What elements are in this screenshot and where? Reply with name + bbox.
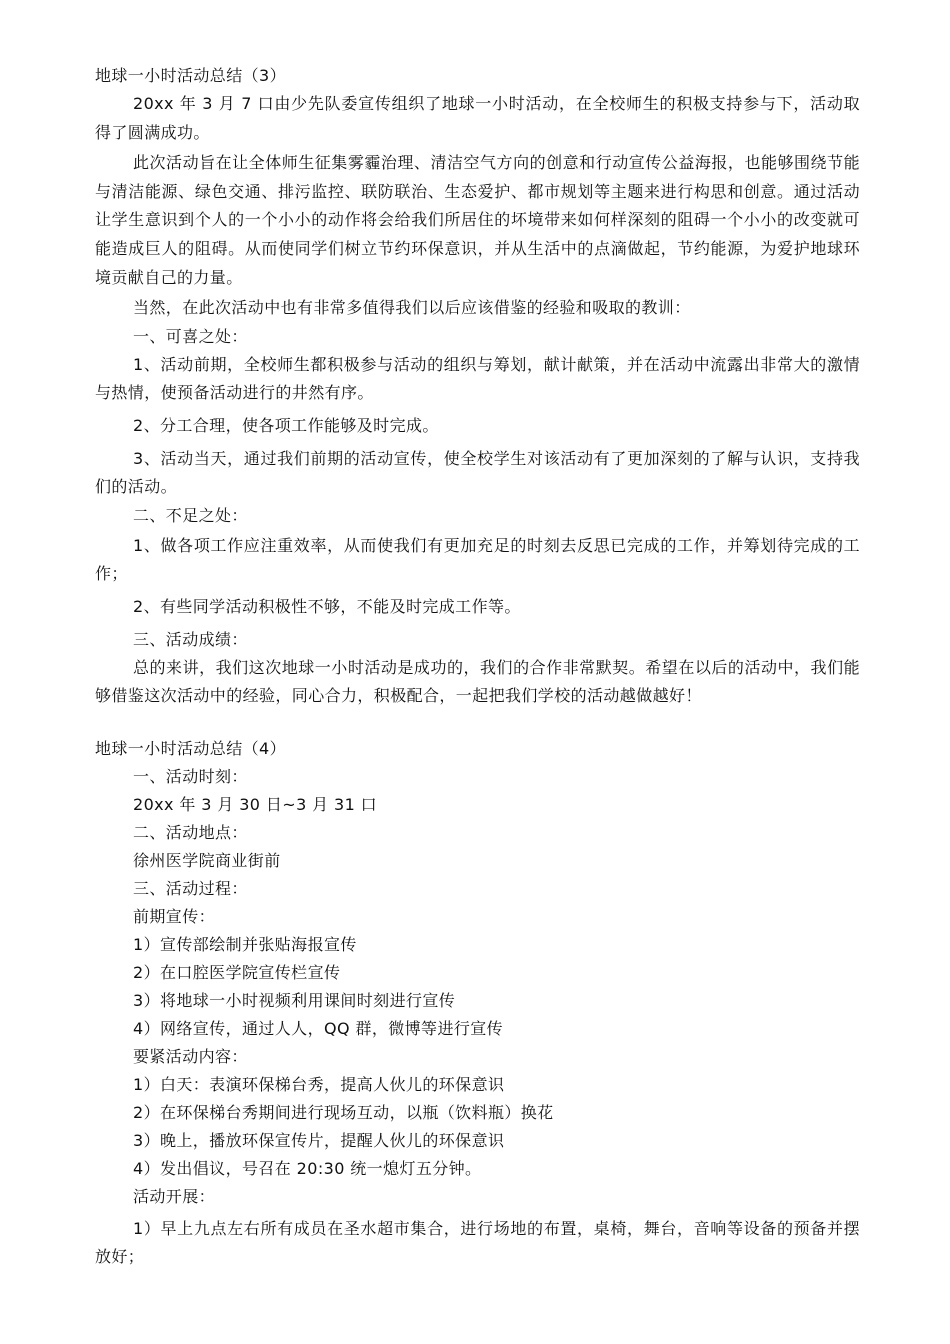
section-4-line: 三、活动过程： (133, 878, 248, 898)
section-4-line: 要紧活动内容： (133, 1046, 248, 1066)
section-3-conclusion: 总的来讲，我们这次地球一小时活动是成功的，我们的合作非常默契。希望在以后的活动中，我们能够借鉴这次活动中的经验，同心合力，积极配合，一起把我们学校的活动越做越好！ (95, 657, 860, 706)
section-4-list-item: 3）将地球一小时视频利用课间时刻进行宣传 (133, 990, 456, 1010)
section-3-heading-shortcomings: 二、不足之处： (133, 505, 248, 525)
section-4-title: 地球一小时活动总结（4） (95, 738, 286, 758)
section-4-list-item: 4）发出倡议，号召在 20:30 统一熄灯五分钟。 (133, 1158, 482, 1178)
section-3-title: 地球一小时活动总结（3） (95, 66, 286, 85)
section-4-final-paragraph: 1）早上九点左右所有成员在圣水超市集合，进行场地的布置，桌椅，舞台，音响等设备的预备并摆放好； (95, 1218, 860, 1267)
section-4-list-item: 1）宣传部绘制并张贴海报宣传 (133, 934, 357, 954)
section-4-line: 活动开展： (133, 1186, 216, 1206)
section-3-positive-3: 3、活动当天，通过我们前期的活动宣传，使全校学生对该活动有了更加深刻的了解与认识，支持我们的活动。 (95, 448, 860, 497)
section-4-line: 20xx 年 3 月 30 日~3 月 31 口 (133, 794, 378, 814)
section-3-shortcoming-1: 1、做各项工作应注重效率，从而使我们有更加充足的时刻去反思已完成的工作，并筹划待完成的工作； (95, 535, 860, 584)
section-3-paragraph-2: 此次活动旨在让全体师生征集雾霾治理、清洁空气方向的创意和行动宣传公益海报，也能够围绕节能与清洁能源、绿色交通、排污监控、联防联治、生态爱护、都市规划等主题来进行构思和创意。通过活动让学生意识到个人的一个小小的动作将会给我们所居住的坏境带来如何样深刻的阻碍一个小小的改变就可能造成巨人的阻碍。从而使同学们树立节约环保意识，并从生活中的点滴做起，节约能源，为爱护地球环境贡献自己的力量。 (95, 153, 860, 287)
section-3-heading-results: 三、活动成绩： (133, 629, 248, 649)
section-4-list-item: 3）晚上，播放环保宣传片，提醒人伙儿的环保意识 (133, 1130, 505, 1150)
section-3-shortcoming-2: 2、有些同学活动积极性不够，不能及时完成工作等。 (133, 596, 521, 616)
section-4-list-item: 4）网络宣传，通过人人，QQ 群，微博等进行宣传 (133, 1018, 504, 1038)
section-4-line: 徐州医学院商业街前 (133, 850, 281, 870)
section-3-paragraph-3: 当然，在此次活动中也有非常多值得我们以后应该借鉴的经验和吸取的教训： (133, 298, 691, 318)
section-3-positive-1: 1、活动前期，全校师生都积极参与活动的组织与筹划，献计献策，并在活动中流露出非常大的激情与热情，使预备活动进行的井然有序。 (95, 354, 860, 403)
document-page (95, 62, 860, 1272)
section-3-paragraph-1: 20xx 年 3 月 7 口由少先队委宣传组织了地球一小时活动，在全校师生的积极支持参与下，活动取得了圆满成功。 (95, 94, 860, 142)
section-4-list-item: 2）在环保梯台秀期间进行现场互动，以瓶（饮料瓶）换花 (133, 1102, 554, 1122)
section-3-positive-2: 2、分工合理，使各项工作能够及时完成。 (133, 415, 439, 435)
section-4-list-item: 2）在口腔医学院宣传栏宣传 (133, 962, 341, 982)
section-4-line: 前期宣传： (133, 906, 216, 926)
section-4-line: 二、活动地点： (133, 822, 248, 842)
section-4-line: 一、活动时刻： (133, 766, 248, 786)
section-4-list-item: 1）白天：表演环保梯台秀，提高人伙儿的环保意识 (133, 1074, 505, 1094)
section-3-heading-positives: 一、可喜之处： (133, 326, 248, 346)
